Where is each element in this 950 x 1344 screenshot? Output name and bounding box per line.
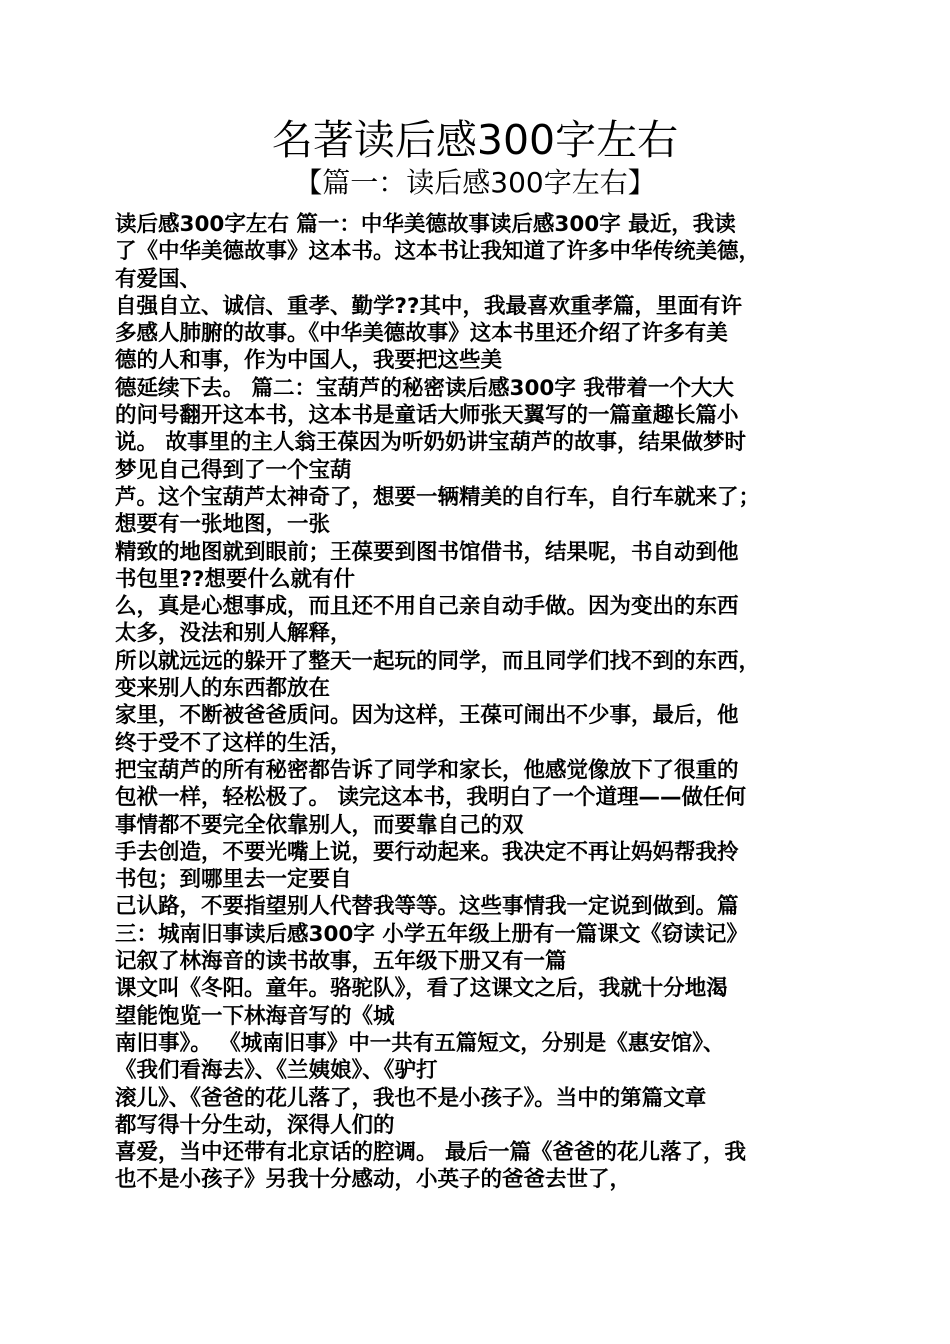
- body-line: 想要有一张地图，一张: [115, 512, 331, 538]
- body-line: 记叙了林海音的读书故事，五年级下册又有一篇: [115, 949, 567, 975]
- body-line: 南旧事》。 《城南旧事》中一共有五篇短文，分别是《惠安馆》、: [115, 1030, 725, 1056]
- body-line: 精致的地图就到眼前；王葆要到图书馆借书，结果呢，书自动到他: [115, 539, 739, 565]
- body-line: 也不是小孩子》另我十分感动，小英子的爸爸去世了，: [115, 1167, 632, 1193]
- body-line: 芦。这个宝葫芦太神奇了，想要一辆精美的自行车，自行车就来了；: [115, 484, 761, 510]
- body-line: 书包；到哪里去一定要自: [115, 867, 352, 893]
- document-subtitle: 【篇一：读后感300字左右】: [294, 166, 656, 199]
- body-line: 么，真是心想事成，而且还不用自己亲自动手做。因为变出的东西: [115, 594, 739, 620]
- body-line: 滚儿》、《爸爸的花儿落了，我也不是小孩子》。当中的第篇文章: [115, 1085, 707, 1111]
- body-line: 梦见自己得到了一个宝葫: [115, 457, 352, 483]
- body-line: 太多，没法和别人解释，: [115, 621, 352, 647]
- body-line: 课文叫《冬阳。童年。骆驼队》，看了这课文之后，我就十分地渴: [115, 976, 728, 1002]
- body-line: 把宝葫芦的所有秘密都告诉了同学和家长，他感觉像放下了很重的: [115, 757, 739, 783]
- body-line: 的问号翻开这本书，这本书是童话大师张天翼写的一篇童趣长篇小: [115, 403, 739, 429]
- document-body: [115, 211, 845, 1194]
- body-line: 自强自立、诚信、重孝、勤学??其中，我最喜欢重孝篇，里面有许: [115, 293, 742, 319]
- body-line: 有爱国、: [115, 266, 202, 292]
- body-line: 事情都不要完全依靠别人，而要靠自己的双: [115, 812, 524, 838]
- body-line: 所以就远远的躲开了整天一起玩的同学，而且同学们找不到的东西，: [115, 648, 761, 674]
- body-line: 手去创造，不要光嘴上说，要行动起来。我决定不再让妈妈帮我拎: [115, 839, 739, 865]
- body-line: 家里，不断被爸爸质问。因为这样，王葆可闹出不少事，最后，他: [115, 703, 739, 729]
- body-line: 德延续下去。 篇二：宝葫芦的秘密读后感300字 我带着一个大大: [115, 375, 734, 401]
- body-line: 都写得十分生动，深得人们的: [115, 1112, 395, 1138]
- body-line: 德的人和事，作为中国人，我要把这些美: [115, 348, 503, 374]
- body-line: 了《中华美德故事》这本书。这本书让我知道了许多中华传统美德，: [115, 239, 761, 265]
- body-line: 终于受不了这样的生活，: [115, 730, 352, 756]
- body-line: 《我们看海去》、《兰姨娘》、《驴打: [115, 1058, 438, 1084]
- body-line: 读后感300字左右 篇一：中华美德故事读后感300字 最近，我读: [115, 212, 736, 237]
- body-line: 包袱一样，轻松极了。 读完这本书，我明白了一个道理——做任何: [115, 785, 746, 811]
- body-line: 说。 故事里的主人翁王葆因为听奶奶讲宝葫芦的故事，结果做梦时: [115, 430, 746, 456]
- body-line: 喜爱，当中还带有北京话的腔调。 最后一篇《爸爸的花儿落了，我: [115, 1140, 746, 1166]
- body-line: 变来别人的东西都放在: [115, 676, 331, 702]
- body-line: 书包里??想要什么就有什: [115, 566, 355, 592]
- body-line: 多感人肺腑的故事。《中华美德故事》这本书里还介绍了许多有美: [115, 321, 728, 347]
- document-title: 名著读后感300字左右: [271, 116, 679, 164]
- body-line: 己认路，不要指望别人代替我等等。这些事情我一定说到做到。篇: [115, 894, 739, 920]
- body-line: 望能饱览一下林海音写的《城: [115, 1003, 395, 1029]
- body-line: 三：城南旧事读后感300字 小学五年级上册有一篇课文《窃读记》: [115, 921, 748, 947]
